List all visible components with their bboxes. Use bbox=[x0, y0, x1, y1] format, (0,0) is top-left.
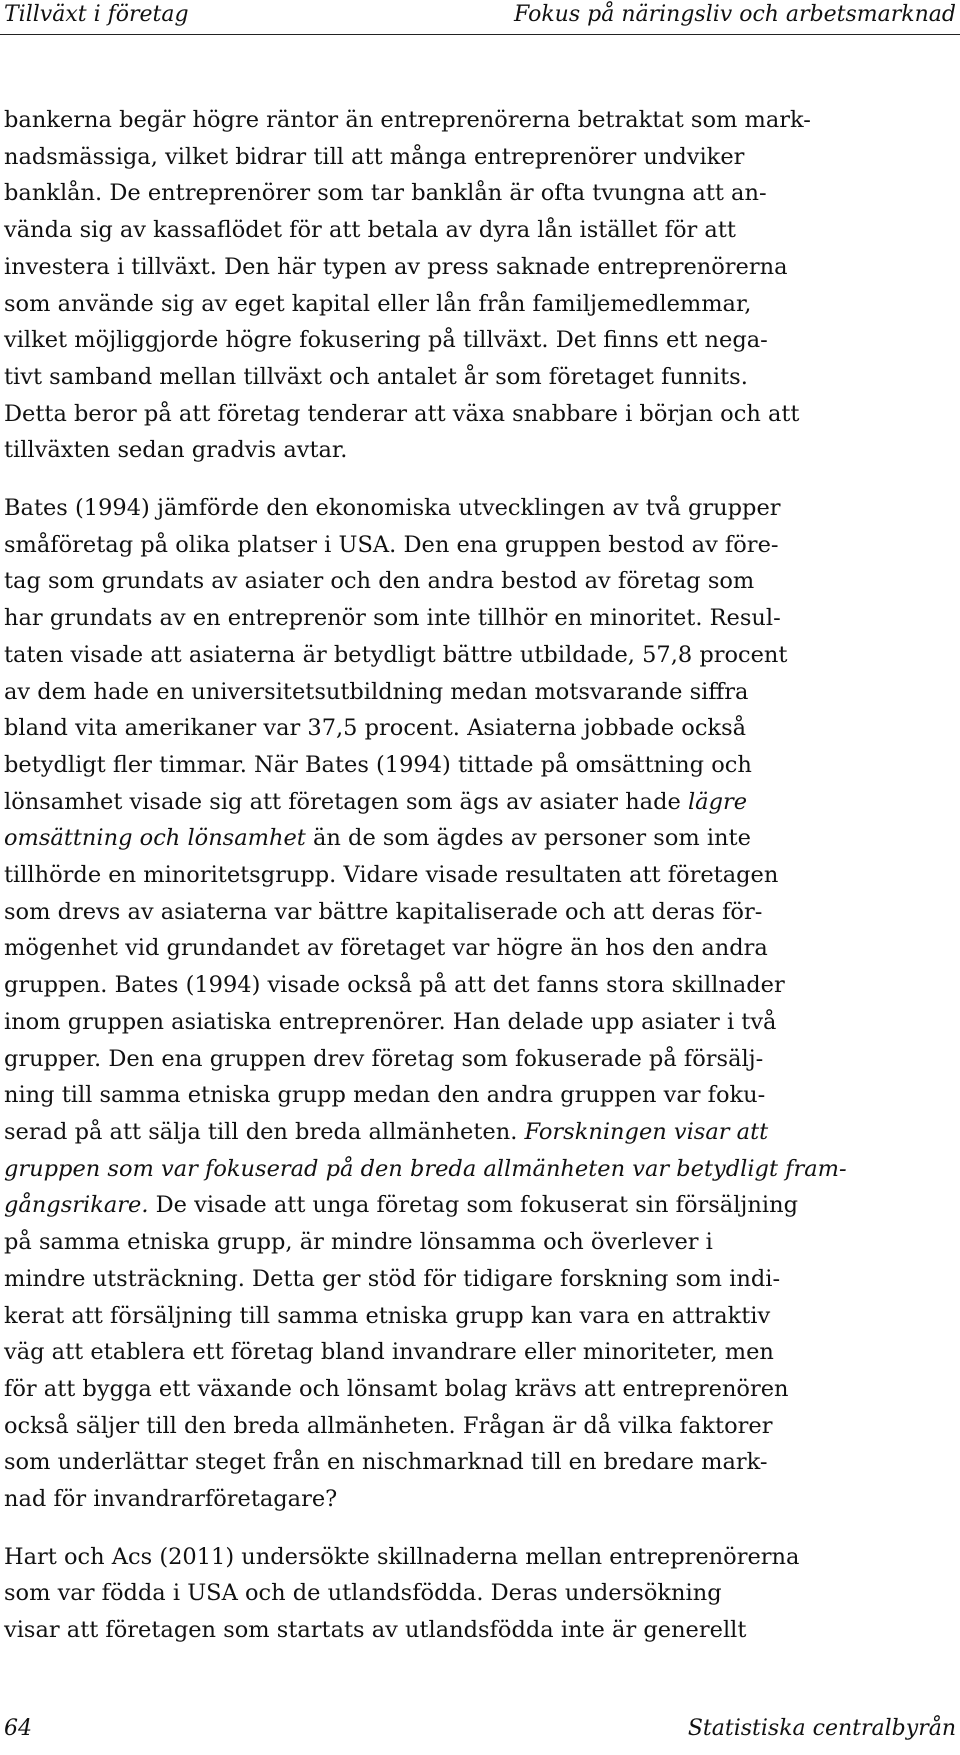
text-line bbox=[4, 249, 948, 286]
text-line bbox=[4, 139, 948, 176]
text-run: tillväxten sedan gradvis avtar. bbox=[4, 437, 348, 464]
text-run: gruppen. Bates (1994) visade också på att det fanns stora skillnader bbox=[4, 972, 785, 999]
text-line bbox=[4, 1004, 948, 1041]
header-publication-title: Fokus på näringsliv och arbetsmarknad bbox=[514, 2, 956, 27]
header-section-title: Tillväxt i företag bbox=[4, 2, 189, 27]
text-run: har grundats av en entreprenör som inte tillhör en minoritet. Resul- bbox=[4, 605, 781, 632]
text-run: visar att företagen som startats av utlandsfödda inte är generellt bbox=[4, 1617, 747, 1644]
text-run: för att bygga ett växande och lönsamt bolag krävs att entreprenören bbox=[4, 1375, 789, 1402]
running-header bbox=[0, 0, 960, 35]
text-line bbox=[4, 894, 948, 931]
text-run: av dem hade en universitetsutbildning medan motsvarande siffra bbox=[4, 678, 749, 705]
text-run: lönsamhet visade sig att företagen som ägs av asiater hade bbox=[4, 788, 688, 815]
text-run: också säljer till den breda allmänheten. Frågan är då vilka faktorer bbox=[4, 1412, 773, 1439]
text-line bbox=[4, 286, 948, 323]
text-line bbox=[4, 637, 948, 674]
text-line bbox=[4, 396, 948, 433]
text-line bbox=[4, 1539, 948, 1576]
text-run: tag som grundats av asiater och den andra bestod av företag som bbox=[4, 568, 755, 595]
text-line bbox=[4, 1077, 948, 1114]
text-line bbox=[4, 432, 948, 469]
text-line bbox=[4, 1334, 948, 1371]
text-run: vända sig av kassaflödet för att betala av dyra lån istället för att bbox=[4, 217, 736, 244]
text-run: tivt samband mellan tillväxt och antalet år som företaget funnits. bbox=[4, 363, 748, 390]
text-line bbox=[4, 1187, 948, 1224]
text-line bbox=[4, 102, 948, 139]
text-line bbox=[4, 967, 948, 1004]
text-run: som var födda i USA och de utlandsfödda. Deras undersökning bbox=[4, 1580, 722, 1607]
text-run: som drevs av asiaterna var bättre kapitaliserade och att deras för- bbox=[4, 898, 763, 925]
text-run: betydligt fler timmar. När Bates (1994) tittade på omsättning och bbox=[4, 751, 752, 778]
publisher-name: Statistiska centralbyrån bbox=[687, 1716, 956, 1741]
text-line bbox=[4, 527, 948, 564]
emphasized-text: gruppen som var fokuserad på den breda allmänheten var betydligt fram- bbox=[4, 1155, 847, 1182]
paragraph bbox=[4, 490, 948, 1518]
text-run: bankerna begär högre räntor än entreprenörerna betraktat som mark- bbox=[4, 107, 811, 133]
text-line bbox=[4, 1575, 948, 1612]
text-run: tillhörde en minoritetsgrupp. Vidare visade resultaten att företagen bbox=[4, 862, 779, 889]
text-line bbox=[4, 1444, 948, 1481]
text-run: ning till samma etniska grupp medan den andra gruppen var foku- bbox=[4, 1082, 766, 1109]
text-line bbox=[4, 1481, 948, 1518]
text-line bbox=[4, 1298, 948, 1335]
text-line bbox=[4, 784, 948, 821]
text-line bbox=[4, 1261, 948, 1298]
text-line bbox=[4, 1224, 948, 1261]
paragraph bbox=[4, 102, 948, 469]
text-run: inom gruppen asiatiska entreprenörer. Han delade upp asiater i två bbox=[4, 1008, 777, 1035]
text-line bbox=[4, 674, 948, 711]
text-run: som använde sig av eget kapital eller lån från familjemedlemmar, bbox=[4, 290, 752, 317]
text-run: bland vita amerikaner var 37,5 procent. Asiaterna jobbade också bbox=[4, 715, 747, 742]
text-line bbox=[4, 563, 948, 600]
text-line bbox=[4, 1371, 948, 1408]
text-line bbox=[4, 490, 948, 527]
text-line bbox=[4, 1408, 948, 1445]
text-run: grupper. Den ena gruppen drev företag som fokuserade på försälj- bbox=[4, 1045, 764, 1072]
text-run: mögenhet vid grundandet av företaget var högre än hos den andra bbox=[4, 935, 768, 962]
text-run: taten visade att asiaterna är betydligt bättre utbildade, 57,8 procent bbox=[4, 641, 788, 668]
text-run: Detta beror på att företag tenderar att växa snabbare i början och att bbox=[4, 400, 800, 427]
text-run: väg att etablera ett företag bland invandrare eller minoriteter, men bbox=[4, 1339, 774, 1366]
text-run: som underlättar steget från en nischmarknad till en bredare mark- bbox=[4, 1449, 768, 1476]
emphasized-text: omsättning och lönsamhet bbox=[4, 825, 306, 852]
text-run: vilket möjliggjorde högre fokusering på tillväxt. Det finns ett nega- bbox=[4, 327, 768, 354]
text-run: nadsmässiga, vilket bidrar till att många entreprenörer undviker bbox=[4, 143, 745, 170]
text-run: kerat att försäljning till samma etniska grupp kan vara en attraktiv bbox=[4, 1302, 771, 1329]
text-line bbox=[4, 1114, 948, 1151]
text-line bbox=[4, 359, 948, 396]
text-run: Bates (1994) jämförde den ekonomiska utvecklingen av två grupper bbox=[4, 495, 781, 522]
text-run: på samma etniska grupp, är mindre lönsamma och överlever i bbox=[4, 1229, 713, 1256]
paragraph bbox=[4, 1539, 948, 1649]
text-line bbox=[4, 710, 948, 747]
text-run: nad för invandrarföretagare? bbox=[4, 1486, 338, 1513]
text-line bbox=[4, 175, 948, 212]
text-line bbox=[4, 322, 948, 359]
text-run: Hart och Acs (2011) undersökte skillnaderna mellan entreprenörerna bbox=[4, 1543, 800, 1570]
text-line bbox=[4, 600, 948, 637]
text-run: investera i tillväxt. Den här typen av press saknade entreprenörerna bbox=[4, 253, 788, 280]
emphasized-text: gångsrikare. bbox=[4, 1192, 149, 1219]
emphasized-text: lägre bbox=[687, 788, 748, 815]
page-number: 64 bbox=[4, 1716, 32, 1741]
body-text bbox=[4, 102, 948, 1649]
text-line bbox=[4, 212, 948, 249]
text-run: än de som ägdes av personer som inte bbox=[305, 825, 751, 852]
text-line bbox=[4, 820, 948, 857]
emphasized-text: Forskningen visar att bbox=[524, 1118, 769, 1145]
text-line bbox=[4, 857, 948, 894]
text-run: De visade att unga företag som fokuserat sin försäljning bbox=[148, 1192, 798, 1219]
text-line bbox=[4, 930, 948, 967]
text-run: mindre utsträckning. Detta ger stöd för tidigare forskning som indi- bbox=[4, 1265, 781, 1292]
text-run: småföretag på olika platser i USA. Den ena gruppen bestod av före- bbox=[4, 531, 779, 558]
text-line bbox=[4, 1612, 948, 1649]
text-run: banklån. De entreprenörer som tar banklån är ofta tvungna att an- bbox=[4, 180, 767, 207]
text-line bbox=[4, 1151, 948, 1188]
text-line bbox=[4, 1041, 948, 1078]
text-run: serad på att sälja till den breda allmänheten. bbox=[4, 1118, 525, 1145]
text-line bbox=[4, 747, 948, 784]
